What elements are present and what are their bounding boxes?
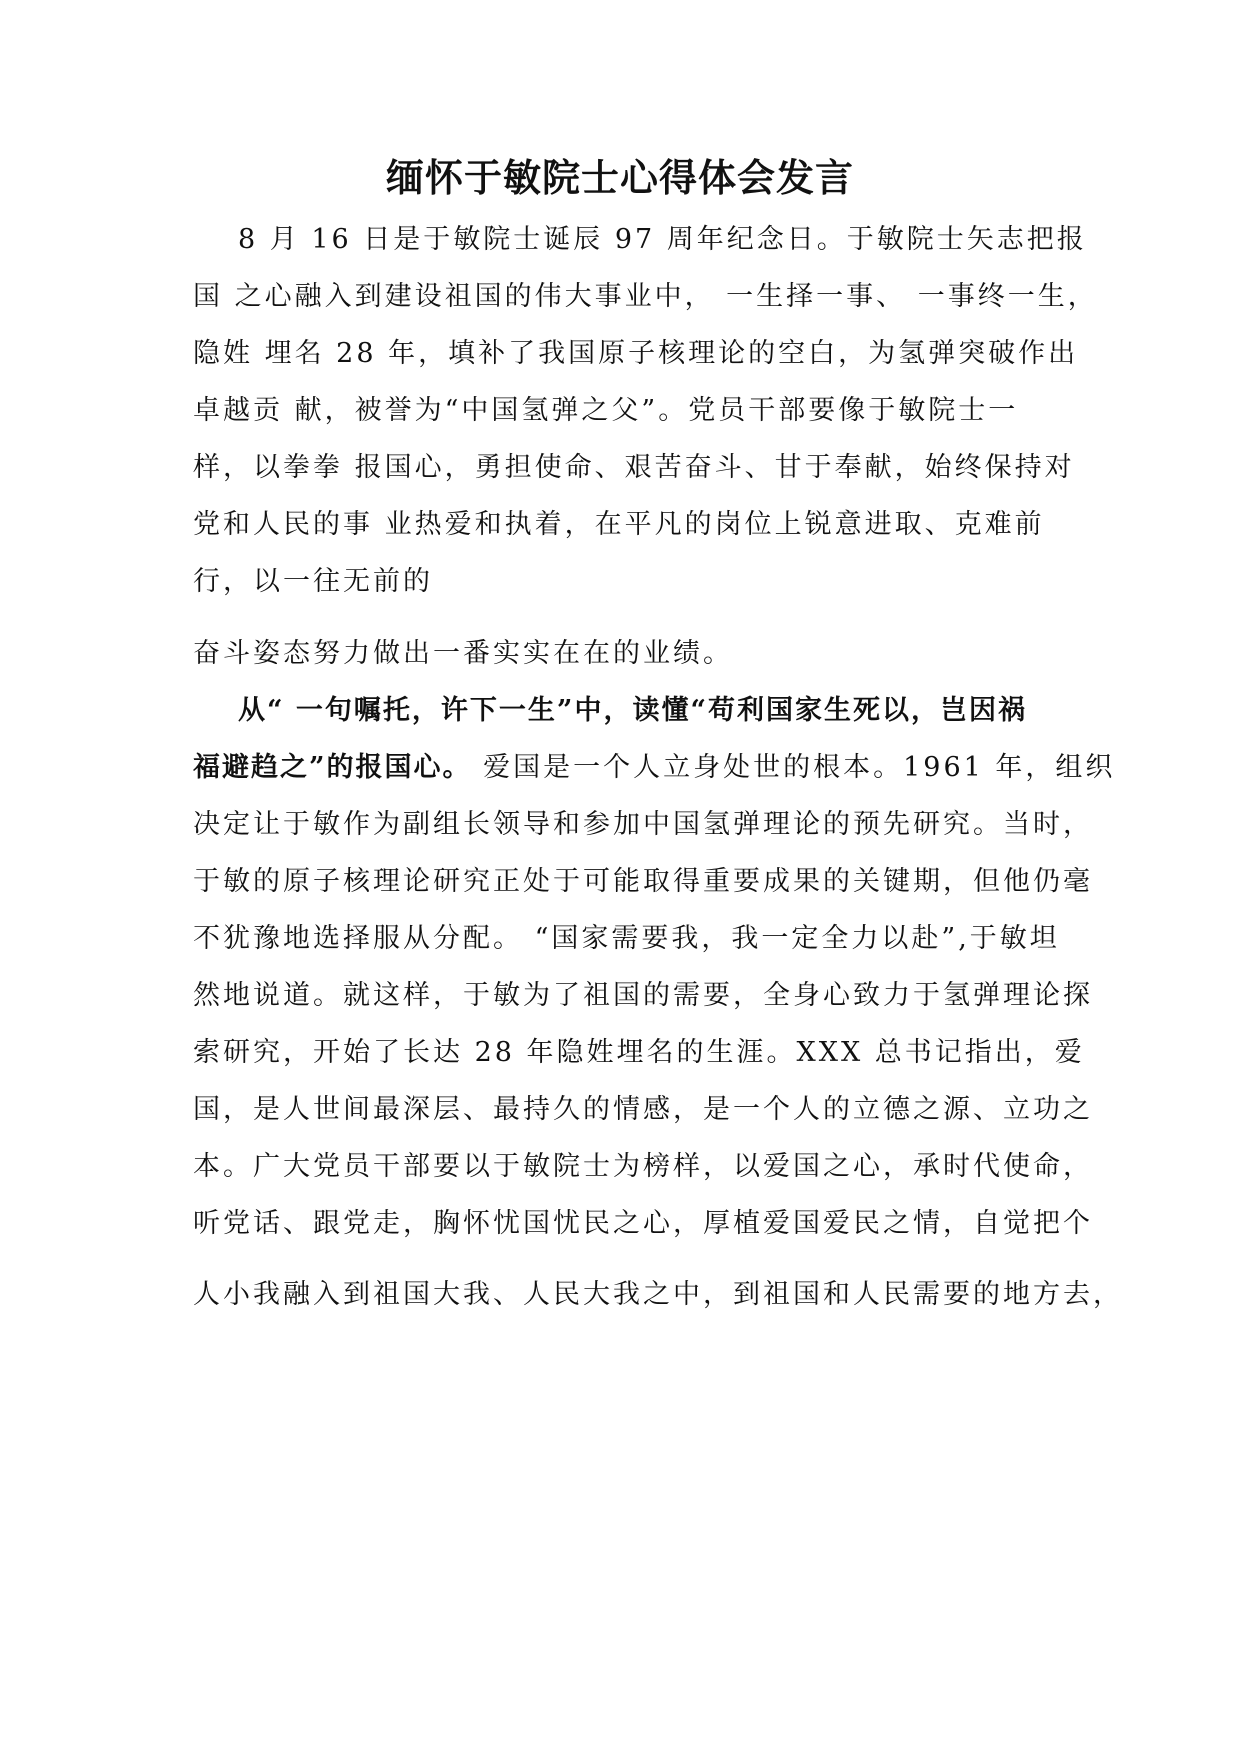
paragraph-line [193, 748, 1116, 788]
paragraph-line: 国，是人世间最深层、最持久的情感，是一个人的立德之源、立功之 [193, 1094, 1093, 1125]
paragraph-line: 索研究，开始了长达 28 年隐姓埋名的生涯。XXX 总书记指出，爱 [193, 1037, 1085, 1068]
paragraph-line: 国 之心融入到建设祖国的伟大事业中， 一生择一事、 一事终一生， [193, 281, 1098, 312]
paragraph-line: 于敏的原子核理论研究正处于可能取得重要成果的关键期，但他仍毫 [193, 866, 1093, 897]
paragraph-line: 卓越贡 献，被誉为“中国氢弹之父”。党员干部要像于敏院士一 [193, 395, 1019, 426]
section-heading-end: 福避趋之”的报国心。 [193, 752, 472, 783]
paragraph-line: 党和人民的事 业热爱和执着，在平凡的岗位上锐意进取、克难前 [193, 509, 1045, 540]
paragraph-line: 样，以拳拳 报国心，勇担使命、艰苦奋斗、甘于奉献，始终保持对 [193, 452, 1075, 483]
paragraph-line: 隐姓 埋名 28 年，填补了我国原子核理论的空白，为氢弹突破作出 [193, 338, 1079, 369]
paragraph-line: 不犹豫地选择服从分配。 “国家需要我，我一定全力以赴”,于敏坦 [193, 923, 1060, 954]
paragraph-text: 爱国是一个人立身处世的根本。 [471, 752, 904, 783]
paragraph-line: 本。广大党员干部要以于敏院士为榜样，以爱国之心，承时代使命， [193, 1151, 1093, 1182]
paragraph-line: 决定让于敏作为副组长领导和参加中国氢弹理论的预先研究。当时， [193, 809, 1093, 840]
paragraph-line: 听党话、跟党走，胸怀忧国忧民之心，厚植爱国爱民之情，自觉把个 [193, 1208, 1093, 1239]
paragraph-line: 人小我融入到祖国大我、人民大我之中，到祖国和人民需要的地方去， [193, 1279, 1123, 1310]
paragraph-line: 奋斗姿态努力做出一番实实在在的业绩。 [193, 638, 733, 669]
paragraph-text: 1961 年，组织 [903, 752, 1116, 783]
document-title: 缅怀于敏院士心得体会发言 [385, 155, 854, 200]
paragraph-line: 8 月 16 日是于敏院士诞辰 97 周年纪念日。于敏院士矢志把报 [238, 224, 1087, 255]
paragraph-line: 行，以一往无前的 [193, 566, 433, 597]
paragraph-line: 然地说道。就这样，于敏为了祖国的需要，全身心致力于氢弹理论探 [193, 980, 1093, 1011]
section-heading-line: 从“ 一句嘱托，许下一生”中，读懂“苟利国家生死以，岂因祸 [238, 695, 1027, 726]
